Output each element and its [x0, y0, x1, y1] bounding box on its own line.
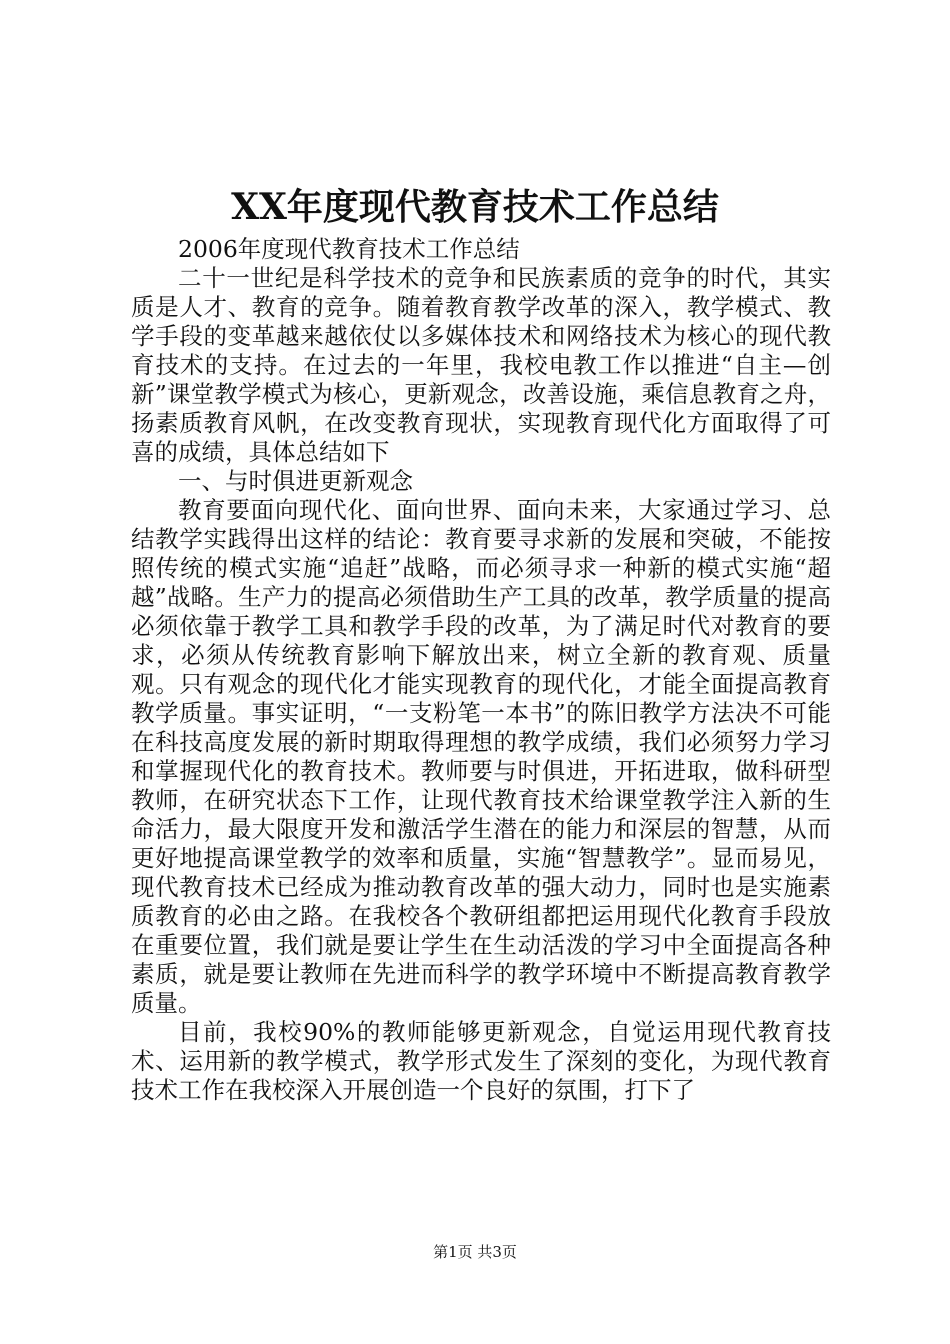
document-title: XX年度现代教育技术工作总结	[231, 186, 719, 228]
section-heading: 一、与时俱进更新观念	[178, 467, 413, 495]
document-body	[131, 235, 831, 1105]
body-paragraph: 目前，我校90%的教师能够更新观念，自觉运用现代教育技术、运用新的教学模式，教学形式发生了深刻的变化，为现代教育技术工作在我校深入开展创造一个良好的氛围，打下了	[131, 1018, 831, 1104]
page-number-footer: 第1页 共3页	[433, 1243, 517, 1261]
subtitle-paragraph: 2006年度现代教育技术工作总结	[178, 235, 520, 263]
body-paragraph: 教育要面向现代化、面向世界、面向未来，大家通过学习、总结教学实践得出这样的结论：教育要寻求新的发展和突破，不能按照传统的模式实施“追赶”战略，而必须寻求一种新的模式实施“超越”战略。生产力的提高必须借助生产工具的改革，教学质量的提高必须依靠于教学工具和教学手段的改革，为了满足时代对教育的要求，必须从传统教育影响下解放出来，树立全新的教育观、质量观。只有观念的现代化才能实现教育的现代化，才能全面提高教育教学质量。事实证明，“一支粉笔一本书”的陈旧教学方法决不可能在科技高度发展的新时期取得理想的教学成绩，我们必须努力学习和掌握现代化的教育技术。教师要与时俱进，开拓进取，做科研型教师，在研究状态下工作，让现代教育技术给课堂教学注入新的生命活力，最大限度开发和激活学生潜在的能力和深层的智慧，从而更好地提高课堂教学的效率和质量，实施“智慧教学”。显而易见，现代教育技术已经成为推动教育改革的强大动力，同时也是实施素质教育的必由之路。在我校各个教研组都把运用现代化教育手段放在重要位置，我们就是要让学生在生动活泼的学习中全面提高各种素质，就是要让教师在先进而科学的教学环境中不断提高教育教学质量。	[131, 496, 831, 1017]
intro-paragraph: 二十一世纪是科学技术的竞争和民族素质的竞争的时代，其实质是人才、教育的竞争。随着教育教学改革的深入，教学模式、教学手段的变革越来越依仗以多媒体技术和网络技术为核心的现代教育技术的支持。在过去的一年里，我校电教工作以推进“自主—创新”课堂教学模式为核心，更新观念，改善设施，乘信息教育之舟，扬素质教育风帆，在改变教育现状，实现教育现代化方面取得了可喜的成绩，具体总结如下	[131, 264, 831, 466]
